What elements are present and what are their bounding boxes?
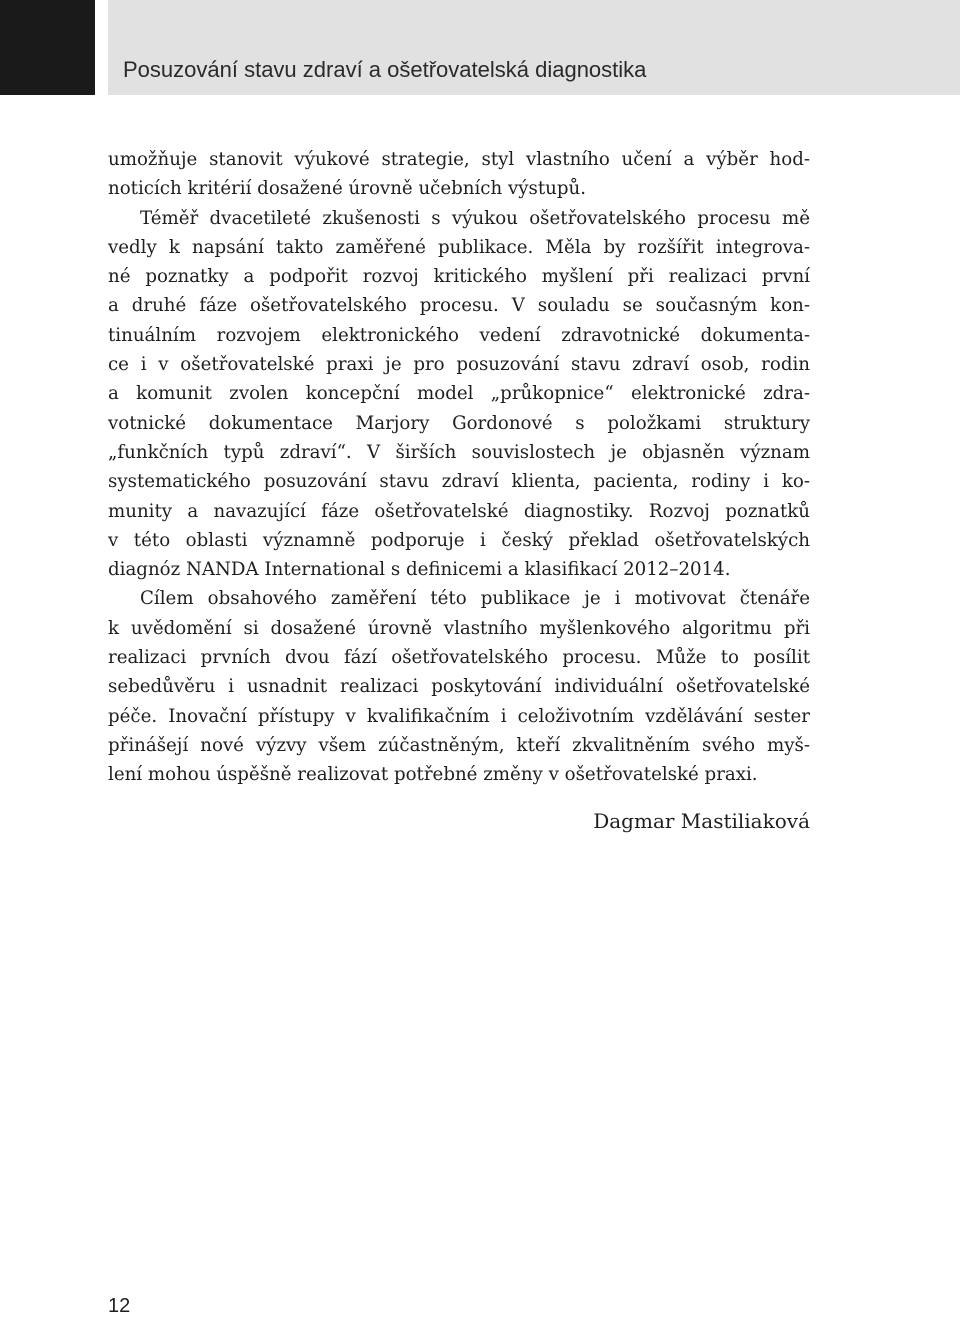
- running-header: [0, 0, 960, 95]
- text-line: Téměř dvacetileté zkušenosti s výukou ošetřovatelského procesu mě: [140, 207, 810, 229]
- text-line: a druhé fáze ošetřovatelského procesu. V souladu se současným kon-: [108, 295, 810, 317]
- text-line: lení mohou úspěšně realizovat potřebné změny v ošetřovatelské praxi.: [108, 764, 758, 786]
- page-number: 12: [108, 1295, 131, 1317]
- text-line: munity a navazující fáze ošetřovatelské diagnostiky. Rozvoj poznatků: [108, 500, 810, 522]
- text-line: a komunit zvolen koncepční model „průkopnice“ elektronické zdra-: [108, 383, 810, 405]
- text-line: vedly k napsání takto zaměřené publikace. Měla by rozšířit integrova-: [108, 236, 810, 258]
- text-line: diagnóz NANDA International s definicemi a klasifikací 2012–2014.: [108, 559, 731, 581]
- text-line: noticích kritérií dosažené úrovně učebních výstupů.: [108, 178, 587, 200]
- text-line: sebedůvěru i usnadnit realizaci poskytování individuální ošetřovatelské: [108, 676, 810, 698]
- text-line: přinášejí nové výzvy všem zúčastněným, kteří zkvalitněním svého myš-: [108, 734, 810, 756]
- header-black-tab: [0, 0, 95, 95]
- text-line: k uvědomění si dosažené úrovně vlastního myšlenkového algoritmu při: [108, 617, 810, 639]
- text-line: systematického posuzování stavu zdraví klienta, pacienta, rodiny i ko-: [108, 471, 810, 493]
- running-header-title: Posuzování stavu zdraví a ošetřovatelská diagnostika: [123, 57, 647, 82]
- body-text: [108, 145, 810, 790]
- text-line: „funkčních typů zdraví“. V širších souvislostech je objasněn význam: [108, 441, 810, 463]
- text-line: péče. Inovační přístupy v kvalifikačním i celoživotním vzdělávání sester: [108, 705, 810, 727]
- text-line: Cílem obsahového zaměření této publikace je i motivovat čtenáře: [140, 588, 810, 610]
- text-line: v této oblasti významně podporuje i český překlad ošetřovatelských: [108, 529, 810, 551]
- text-line: né poznatky a podpořit rozvoj kritického myšlení při realizaci první: [108, 266, 810, 288]
- text-line: umožňuje stanovit výukové strategie, styl vlastního učení a výběr hod-: [108, 149, 810, 170]
- author-signature: Dagmar Mastiliaková: [593, 809, 810, 833]
- text-line: tinuálním rozvojem elektronického vedení zdravotnické dokumenta-: [108, 324, 810, 346]
- text-line: ce i v ošetřovatelské praxi je pro posuzování stavu zdraví osob, rodin: [108, 354, 810, 376]
- text-line: votnické dokumentace Marjory Gordonové s položkami struktury: [108, 412, 810, 434]
- text-line: realizaci prvních dvou fází ošetřovatelského procesu. Může to posílit: [108, 647, 810, 669]
